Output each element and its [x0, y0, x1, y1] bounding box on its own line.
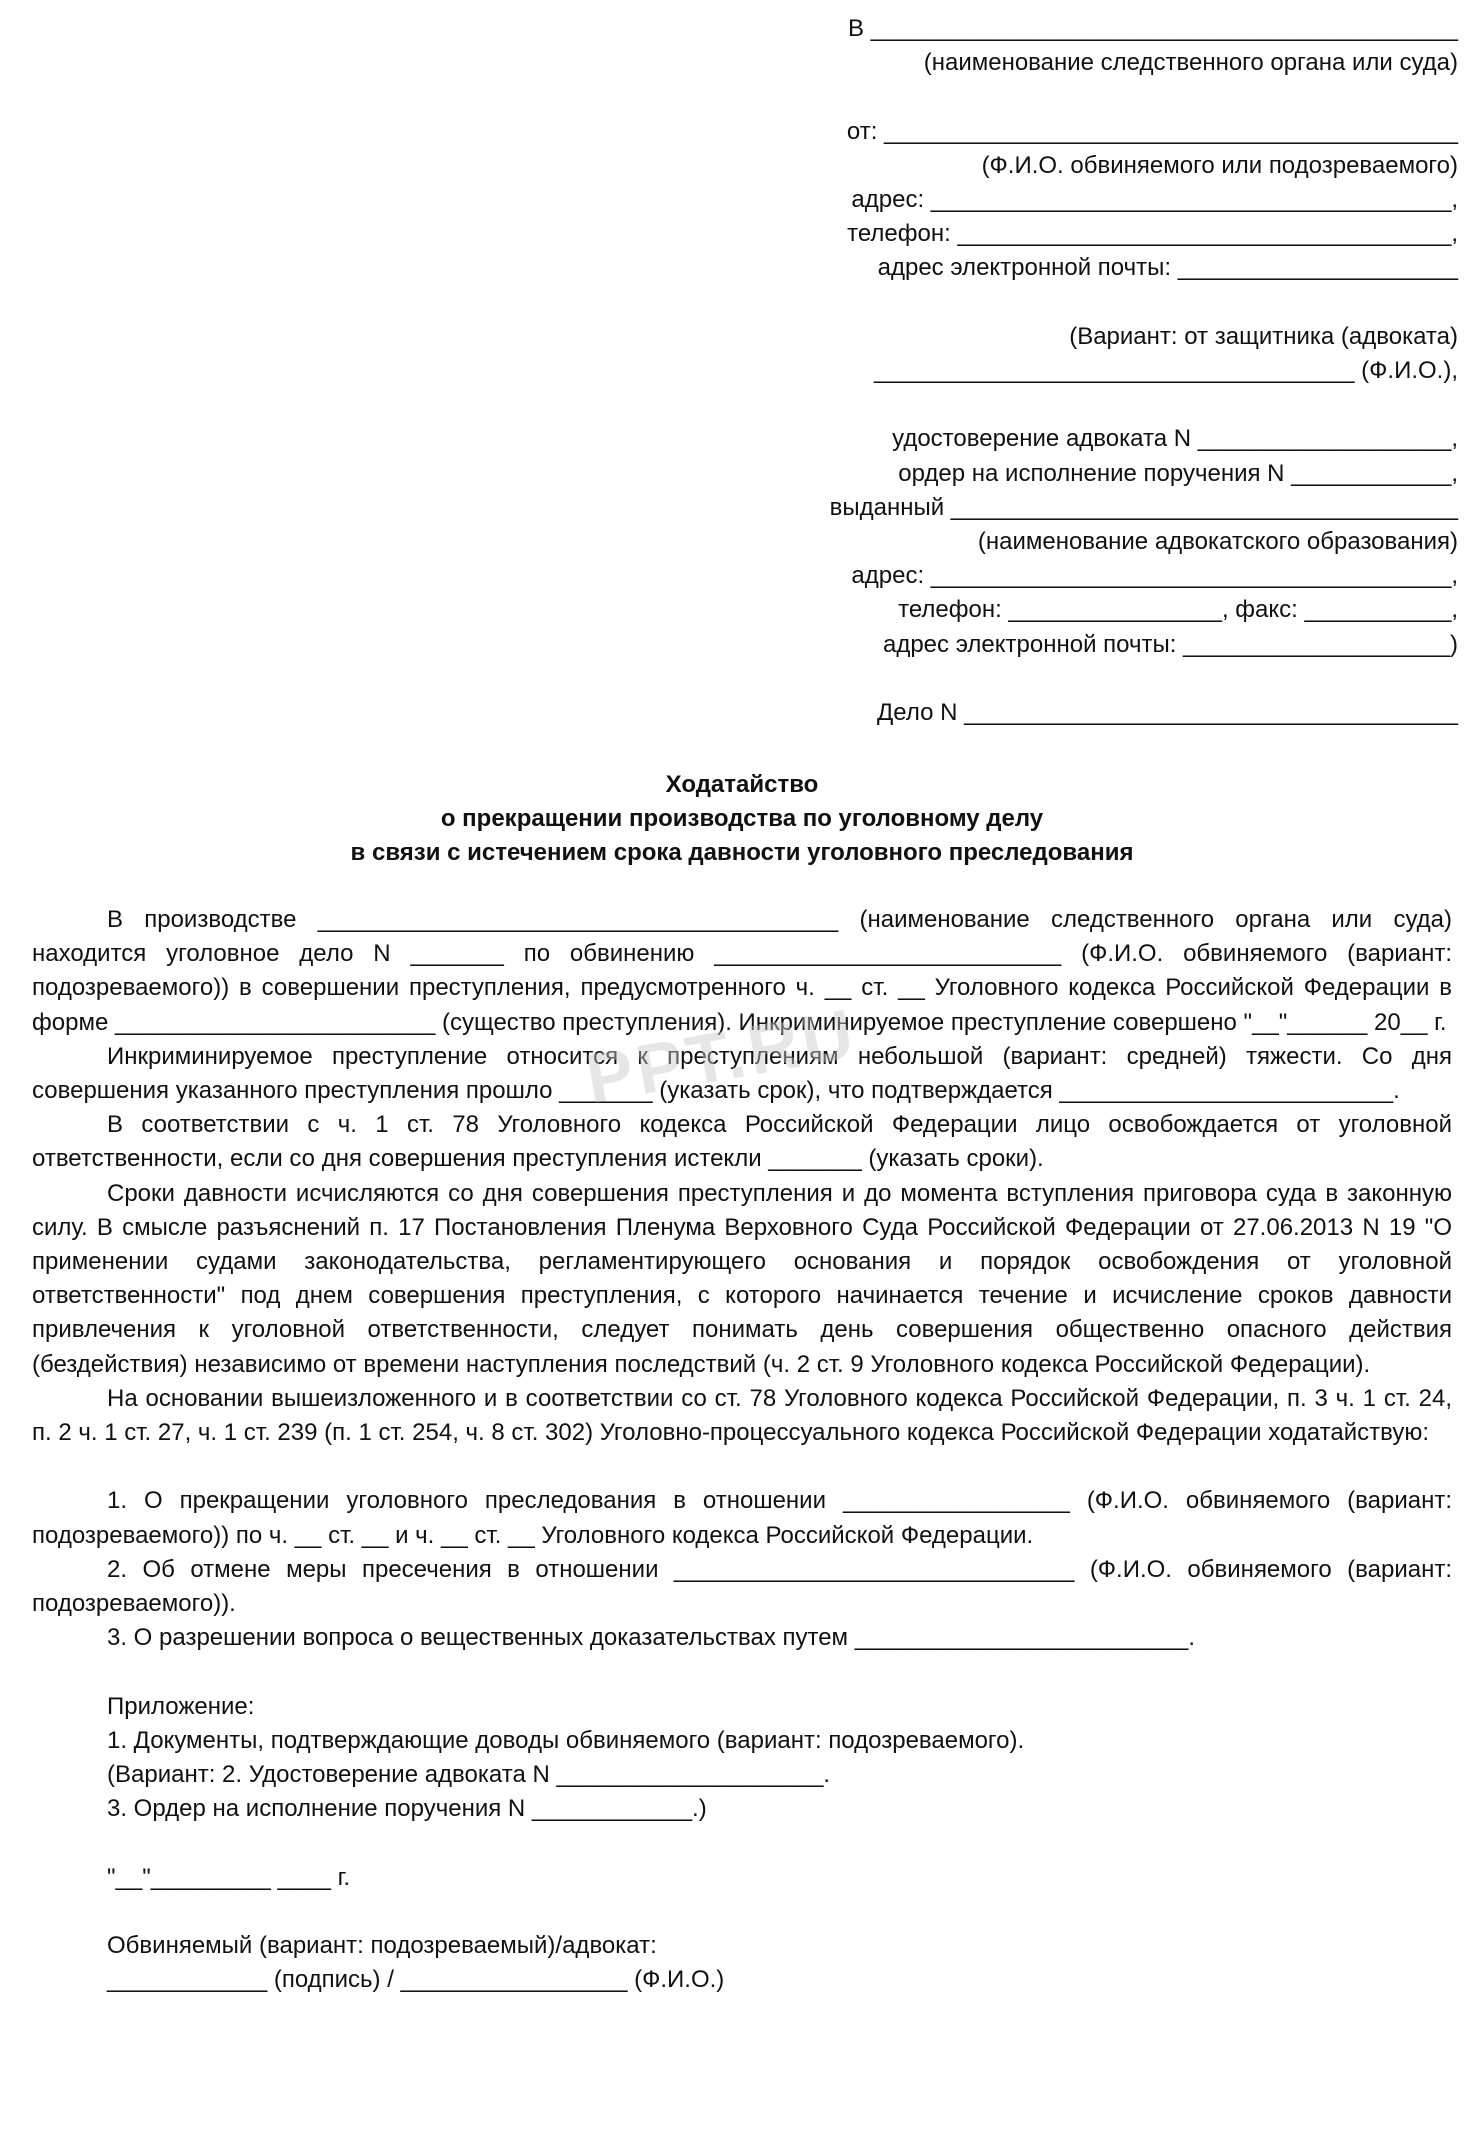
- body-paragraph: На основании вышеизложенного и в соответствии со ст. 78 Уголовного кодекса Российской Федерации, п. 3 ч. 1 ст. 24, п. 2 ч. 1 ст. 27, ч. 1 ст. 239 (п. 1 ст. 254, ч. 8 ст. 302) Уголовно-процессуального кодекса Российской Федерации ходатайствую:: [32, 1384, 1452, 1447]
- header-line: выданный ______________________________________: [829, 493, 1458, 521]
- title-line: о прекращении производства по уголовному делу: [440, 805, 1044, 833]
- watermark-logo: PPT.RU: [580, 993, 863, 1119]
- header-line: ордер на исполнение поручения N ____________,: [898, 459, 1458, 487]
- header-line: адрес: _______________________________________,: [851, 186, 1458, 213]
- body-paragraph: Инкриминируемое преступление относится к преступлениям небольшой (вариант: средней) тяжести. Со дня совершения указанного преступления прошло _______ (указать срок), что подтверждается _________________________.: [32, 1042, 1452, 1105]
- header-gap: [738, 80, 1458, 114]
- signer-line: Обвиняемый (вариант: подозреваемый)/адвокат:: [107, 1932, 657, 1960]
- document-body: [32, 903, 1452, 1997]
- case-number-line: Дело N _____________________________________: [877, 699, 1458, 726]
- appendix-item: (Вариант: 2. Удостоверение адвоката N ____________________.: [107, 1761, 831, 1789]
- signature-line: ____________ (подпись) / _________________ (Ф.И.О.): [107, 1966, 725, 1994]
- body-paragraph: В соответствии с ч. 1 ст. 78 Уголовного кодекса Российской Федерации лицо освобождается от уголовной ответственности, если со дня совершения преступления истекли _______ (указать сроки).: [32, 1111, 1452, 1173]
- document-title: [0, 768, 1484, 871]
- header-line: от: ___________________________________________: [846, 117, 1458, 145]
- appendix-item: 3. Ордер на исполнение поручения N ____________.): [107, 1795, 707, 1823]
- body-gap: [32, 1655, 1452, 1689]
- request-item: 1. О прекращении уголовного преследования в отношении _________________ (Ф.И.О. обвиняемого (вариант: подозреваемого)) по ч. __ ст. __ и ч. __ ст. __ Уголовного кодекса Российской Федерации.: [32, 1487, 1452, 1549]
- header-line: удостоверение адвоката N ___________________,: [892, 425, 1458, 453]
- title-line: в связи с истечением срока давности уголовного преследования: [350, 839, 1134, 867]
- document-header: [738, 12, 1458, 730]
- header-line: (наименование адвокатского образования): [977, 528, 1458, 555]
- body-gap: [32, 1895, 1452, 1929]
- body-paragraph: Сроки давности исчисляются со дня совершения преступления и до момента вступления приговора суда в законную силу. В смысле разъяснений п. 17 Постановления Пленума Верховного Суда Российской Федерации от 27.06.2013 N 19 "О применении судами законодательства, регламентирующего основания и порядок освобождения от уголовной ответственности" под днем совершения преступления, с которого начинается течение и исчисление сроков давности привлечения к уголовной ответственности, следует понимать день совершения общественно опасного действия (бездействия) независимо от времени наступления последствий (ч. 2 ст. 9 Уголовного кодекса Российской Федерации).: [32, 1179, 1452, 1378]
- header-line: адрес электронной почты: _____________________: [877, 254, 1458, 282]
- header-gap: [738, 388, 1458, 422]
- appendix-label: Приложение:: [107, 1692, 255, 1720]
- request-item: 3. О разрешении вопроса о вещественных доказательствах путем _________________________.: [107, 1624, 1196, 1652]
- header-gap: [738, 286, 1458, 320]
- body-gap: [32, 1826, 1452, 1860]
- header-line: адрес: _______________________________________,: [851, 562, 1458, 590]
- title-line: Ходатайство: [665, 771, 819, 798]
- body-paragraph: В производстве _______________________________________ (наименование следственного органа или суда) находится уголовное дело N _______ по обвинению __________________________ (Ф.И.О. обвиняемого (вариант: подозреваемого)) в совершении преступления, предусмотренного ч. __ ст. __ Уголовного кодекса Российской Федерации в форме ________________________ (существо преступления). Инкриминируемое преступление совершено "__"______ 20__ г.: [32, 906, 1452, 1036]
- header-line: ____________________________________ (Ф.И.О.),: [873, 357, 1458, 384]
- header-line: (наименование следственного органа или суда): [923, 49, 1458, 77]
- header-line: телефон: ________________, факс: ___________,: [898, 596, 1458, 624]
- header-line: В ____________________________________________: [848, 15, 1458, 42]
- header-gap: [738, 662, 1458, 696]
- header-line: адрес электронной почты: ____________________): [882, 630, 1458, 658]
- header-line: (Ф.И.О. обвиняемого или подозреваемого): [981, 151, 1458, 179]
- date-line: "__"_________ ____ г.: [107, 1863, 351, 1891]
- request-item: 2. Об отмене меры пресечения в отношении ______________________________ (Ф.И.О. обвиняемого (вариант: подозреваемого)).: [32, 1555, 1452, 1618]
- body-gap: [32, 1450, 1452, 1484]
- appendix-item: 1. Документы, подтверждающие доводы обвиняемого (вариант: подозреваемого).: [107, 1726, 1025, 1754]
- header-line: (Вариант: от защитника (адвоката): [1069, 322, 1458, 350]
- header-line: телефон: _____________________________________,: [847, 220, 1458, 248]
